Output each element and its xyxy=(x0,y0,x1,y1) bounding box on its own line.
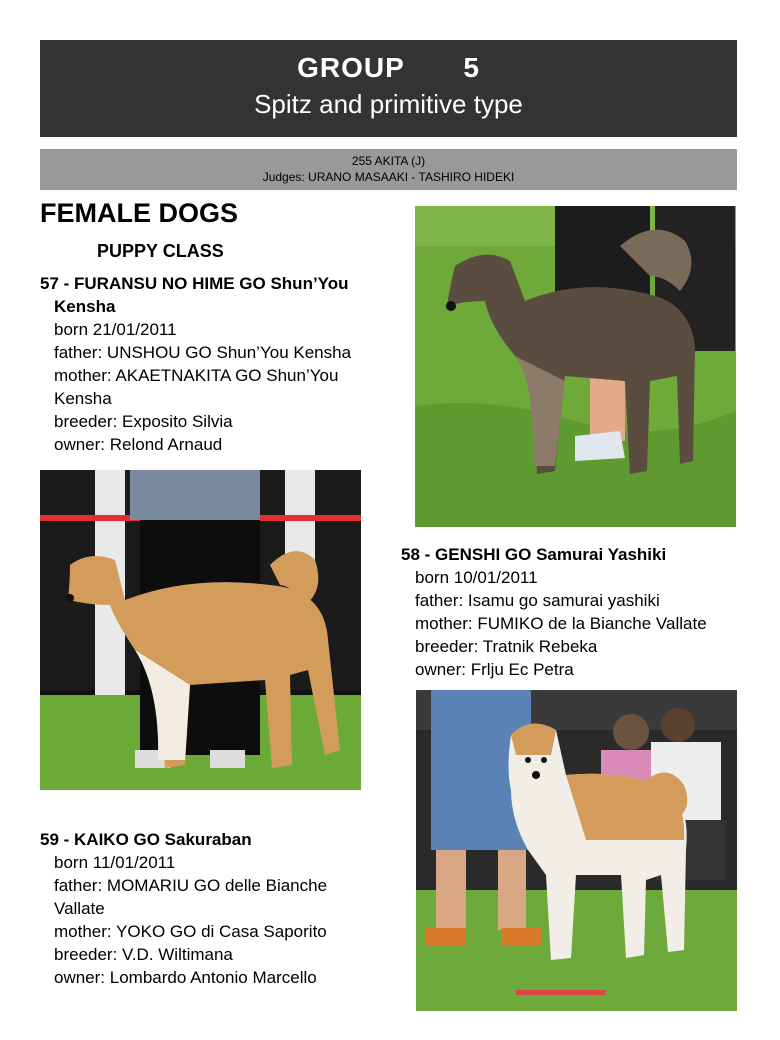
group-header xyxy=(40,40,737,137)
breeder: breeder: Exposito Silvia xyxy=(54,412,233,431)
dog-name: 59 - KAIKO GO Sakuraban xyxy=(40,830,252,849)
owner: owner: Frlju Ec Petra xyxy=(415,660,574,679)
mother: mother: AKAETNAKITA GO Shun’You xyxy=(54,366,339,385)
dog-photo-brindle xyxy=(415,206,736,527)
dog-photo-redwhite xyxy=(416,690,737,1011)
judges-line: Judges: URANO MASAAKI - TASHIRO HIDEKI xyxy=(262,170,515,184)
entry-57 xyxy=(40,272,410,456)
group-subtitle: Spitz and primitive type xyxy=(254,89,523,119)
dog-name-cont: Kensha xyxy=(54,297,116,316)
mother: mother: FUMIKO de la Bianche Vallate xyxy=(415,614,707,633)
mother-cont: Kensha xyxy=(54,389,112,408)
class-title: PUPPY CLASS xyxy=(97,241,224,261)
owner: owner: Relond Arnaud xyxy=(54,435,223,454)
father: father: MOMARIU GO delle Bianche xyxy=(54,876,328,895)
father: father: Isamu go samurai yashiki xyxy=(415,591,660,610)
born-date: born 10/01/2011 xyxy=(415,568,538,587)
entry-59 xyxy=(40,828,410,989)
dog-photo-red xyxy=(40,470,361,790)
born-date: born 11/01/2011 xyxy=(54,853,176,872)
entry-58 xyxy=(401,543,771,681)
mother: mother: YOKO GO di Casa Saporito xyxy=(54,922,327,941)
breed-name: 255 AKITA (J) xyxy=(351,154,426,168)
breed-bar xyxy=(40,149,737,190)
dog-name: 57 - FURANSU NO HIME GO Shun’You xyxy=(40,274,349,293)
section-title: FEMALE DOGS xyxy=(40,198,239,228)
father: father: UNSHOU GO Shun’You Kensha xyxy=(54,343,352,362)
born-date: born 21/01/2011 xyxy=(54,320,177,339)
father-cont: Vallate xyxy=(54,899,105,918)
group-title: GROUP 5 xyxy=(297,52,480,83)
breeder: breeder: Tratnik Rebeka xyxy=(415,637,598,656)
dog-name: 58 - GENSHI GO Samurai Yashiki xyxy=(401,545,667,564)
breeder: breeder: V.D. Wiltimana xyxy=(54,945,233,964)
owner: owner: Lombardo Antonio Marcello xyxy=(54,968,317,987)
